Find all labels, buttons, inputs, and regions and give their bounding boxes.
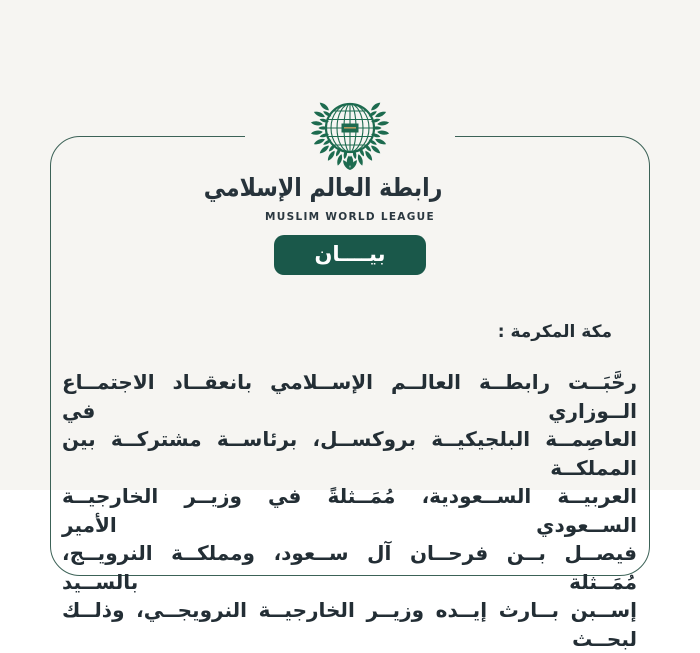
- paragraph-line: رحَّبَــت رابطــة العالــم الإســلامي بانعقــاد الاجتمــاع الــوزاري في: [62, 370, 637, 423]
- statement-banner: [274, 235, 426, 275]
- statement-banner-label: بيــــان: [314, 241, 386, 266]
- org-name-english: MUSLIM WORLD LEAGUE: [265, 211, 435, 223]
- paragraph-line-partially-visible: إســبن بــارث إيــده وزيــر الخارجيــة النرويجــي، وذلــك لبحــث: [62, 598, 637, 651]
- statement-body: [62, 319, 637, 653]
- paragraph-line: العاصِمــة البلجيكيــة بروكســل، برئاســة مشتركــة بين المملكــة: [62, 427, 637, 480]
- muslim-world-league-logo-icon: [290, 84, 410, 174]
- globe-center-stripe: [344, 127, 356, 129]
- organization-header: [203, 84, 455, 275]
- paragraph-line: فيصــل بــن فرحــان آل ســعود، ومملكــة النرويــج، مُمَــثلة بالســيد: [62, 541, 637, 594]
- paragraph-line: العربيــة الســعودية، مُمَــثلةً في وزيــر الخارجيــة الســعودي الأمير: [62, 484, 637, 537]
- org-name-arabic: رابطة العالم الإسلامي: [203, 173, 443, 202]
- location-heading: مكة المكرمة :: [497, 322, 612, 342]
- statement-paragraph: [62, 368, 637, 653]
